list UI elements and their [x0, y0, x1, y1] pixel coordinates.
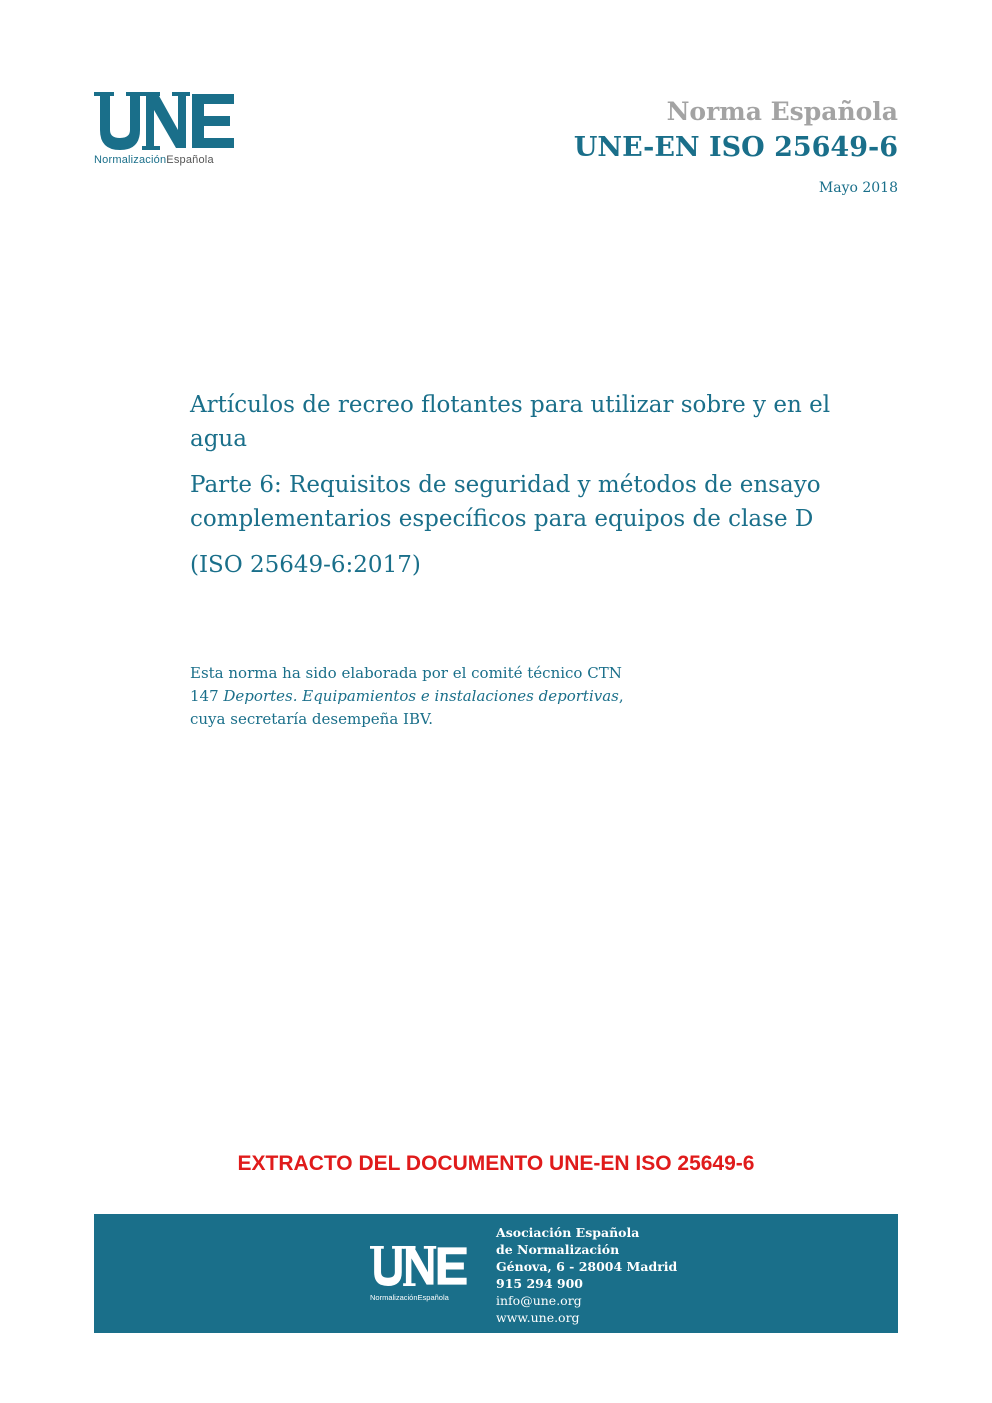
- org-name-line1: Asociación Española: [496, 1225, 640, 1240]
- document-title: Artículos de recreo flotantes para utilizar sobre y en el agua: [190, 392, 831, 452]
- committee-intro: Esta norma ha sido elaborada por el comité técnico CTN 147: [190, 664, 622, 705]
- footer-band: [94, 1214, 898, 1333]
- document-kind: Norma Española: [666, 97, 898, 126]
- org-address: Génova, 6 - 28004 Madrid: [496, 1259, 678, 1274]
- footer-logo-subtitle-part1: Normalización: [370, 1293, 418, 1302]
- iso-reference: (ISO 25649-6:2017): [190, 552, 421, 578]
- footer-logo-subtitle: [370, 1293, 470, 1302]
- footer-une-logo: [370, 1244, 470, 1304]
- footer-une-logo-mark: [370, 1244, 468, 1288]
- org-website-link[interactable]: www.une.org: [496, 1310, 580, 1325]
- une-logo-mark: [94, 90, 236, 152]
- committee-outro: , cuya secretaría desempeña IBV.: [190, 687, 624, 728]
- une-logo: [94, 90, 244, 180]
- document-part-title: Parte 6: Requisitos de seguridad y métodos de ensayo complementarios específicos para equipos de clase D: [190, 472, 821, 532]
- footer-address: [496, 1224, 677, 1326]
- document-header: [574, 96, 898, 196]
- org-name-line2: de Normalización: [496, 1242, 620, 1257]
- committee-name: Deportes. Equipamientos e instalaciones deportivas: [223, 687, 619, 705]
- extract-notice: EXTRACTO DEL DOCUMENTO UNE-EN ISO 25649-6: [237, 1152, 755, 1175]
- committee-statement: [190, 662, 640, 731]
- logo-subtitle-part1: Normalización: [94, 154, 167, 166]
- document-date: Mayo 2018: [818, 180, 898, 196]
- document-title-block: [190, 388, 890, 582]
- footer-logo-subtitle-part2: Española: [417, 1293, 449, 1302]
- org-phone: 915 294 900: [496, 1276, 583, 1291]
- document-code: UNE-EN ISO 25649-6: [573, 132, 898, 163]
- une-logo-subtitle: [94, 154, 244, 166]
- logo-subtitle-part2: Española: [166, 154, 214, 166]
- org-email-link[interactable]: info@une.org: [496, 1293, 582, 1308]
